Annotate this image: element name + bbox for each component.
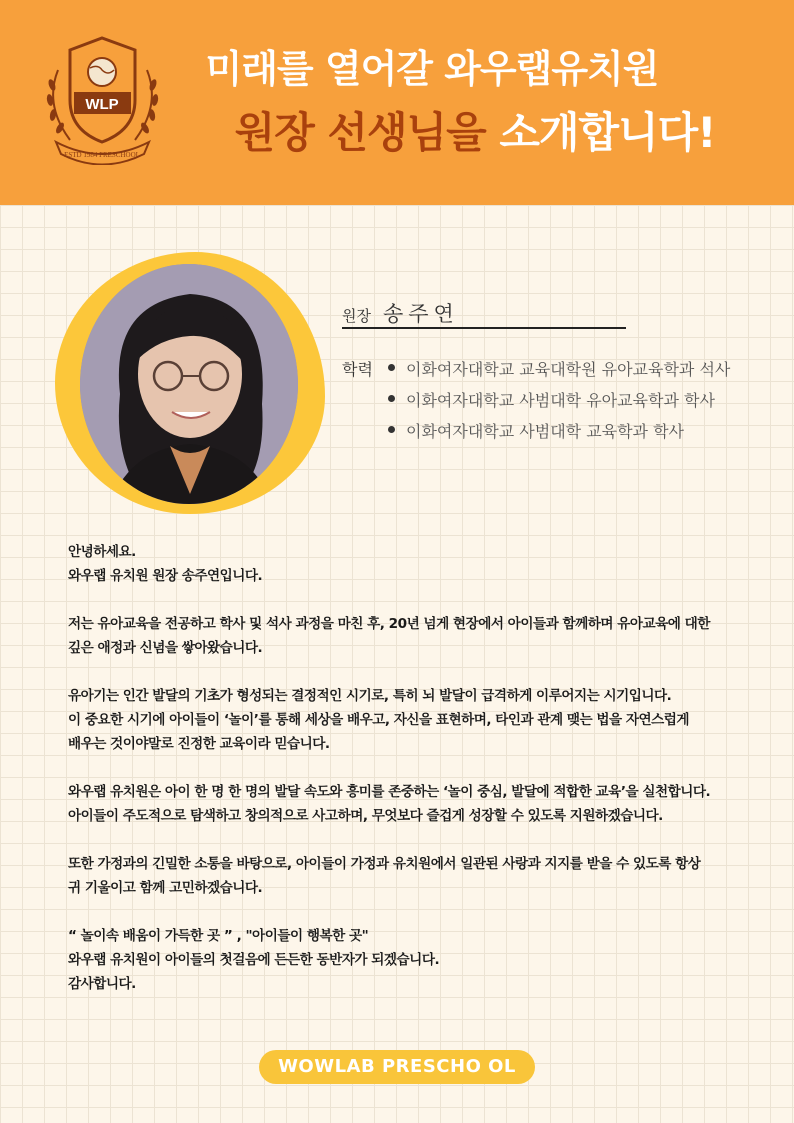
letter-line: 저는 유아교육을 전공하고 학사 및 석사 과정을 마친 후, 20년 넘게 현장에서 아이들과 함께하며 유아교육에 대한 (68, 616, 710, 632)
education-label: 학력 (342, 360, 373, 379)
principal-name: 송주연 (382, 302, 459, 326)
header-title-line1: 미래를 열어갈 와우랩유치원 (205, 47, 659, 91)
letter-line: 감사합니다. (68, 976, 136, 992)
header-title-line2-white: 소개합니다! (499, 108, 716, 157)
letter-line: 아이들이 주도적으로 탐색하고 창의적으로 사고하며, 무엇보다 즐겁게 성장할 수 있도록 지원하겠습니다. (68, 808, 663, 824)
bullet-icon (388, 426, 395, 433)
name-label: 원장 (342, 307, 371, 325)
header-title-line2 (190, 100, 760, 160)
logo-text: WLP (85, 96, 119, 113)
header-banner (0, 0, 794, 205)
footer-school-name-badge: WOWLAB PRESCHO OL (259, 1050, 535, 1084)
letter-line: 와우랩 유치원 원장 송주연입니다. (68, 568, 263, 584)
header-title-line2-brown: 원장 선생님을 (234, 108, 486, 157)
logo-ribbon-text: ESTD 1984 PRESCHOOL (64, 151, 140, 159)
education-list (388, 357, 730, 450)
greeting-letter (68, 540, 758, 996)
bullet-icon (388, 364, 395, 371)
letter-line: 배우는 것이야말로 진정한 교육이라 믿습니다. (68, 736, 330, 752)
education-item: 이화여자대학교 사범대학 유아교육학과 학사 (388, 388, 730, 419)
letter-line: 깊은 애정과 신념을 쌓아왔습니다. (68, 640, 263, 656)
name-underline-divider (342, 327, 626, 329)
education-item: 이화여자대학교 사범대학 교육학과 학사 (388, 419, 730, 450)
letter-line: 유아기는 인간 발달의 기초가 형성되는 결정적인 시기로, 특히 뇌 발달이 급격하게 이루어지는 시기입니다. (68, 688, 672, 704)
letter-line: 또한 가정과의 긴밀한 소통을 바탕으로, 아이들이 가정과 유치원에서 일관된 사랑과 지지를 받을 수 있도록 항상 (68, 856, 701, 872)
education-item: 이화여자대학교 교육대학원 유아교육학과 석사 (388, 357, 730, 388)
letter-line: “ 놀이속 배움이 가득한 곳 ” , "아이들이 행복한 곳" (68, 928, 369, 944)
letter-line: 귀 기울이고 함께 고민하겠습니다. (68, 880, 263, 896)
bullet-icon (388, 395, 395, 402)
letter-line: 이 중요한 시기에 아이들이 ‘놀이’를 통해 세상을 배우고, 자신을 표현하며, 타인과 관계 맺는 법을 자연스럽게 (68, 712, 690, 728)
letter-line: 안녕하세요. (68, 544, 136, 560)
letter-line: 와우랩 유치원은 아이 한 명 한 명의 발달 속도와 흥미를 존중하는 ‘놀이 중심, 발달에 적합한 교육’을 실천합니다. (68, 784, 711, 800)
school-logo-emblem (40, 30, 165, 165)
principal-portrait-photo (80, 264, 298, 504)
principal-name-row (342, 298, 459, 328)
letter-line: 와우랩 유치원이 아이들의 첫걸음에 든든한 동반자가 되겠습니다. (68, 952, 440, 968)
